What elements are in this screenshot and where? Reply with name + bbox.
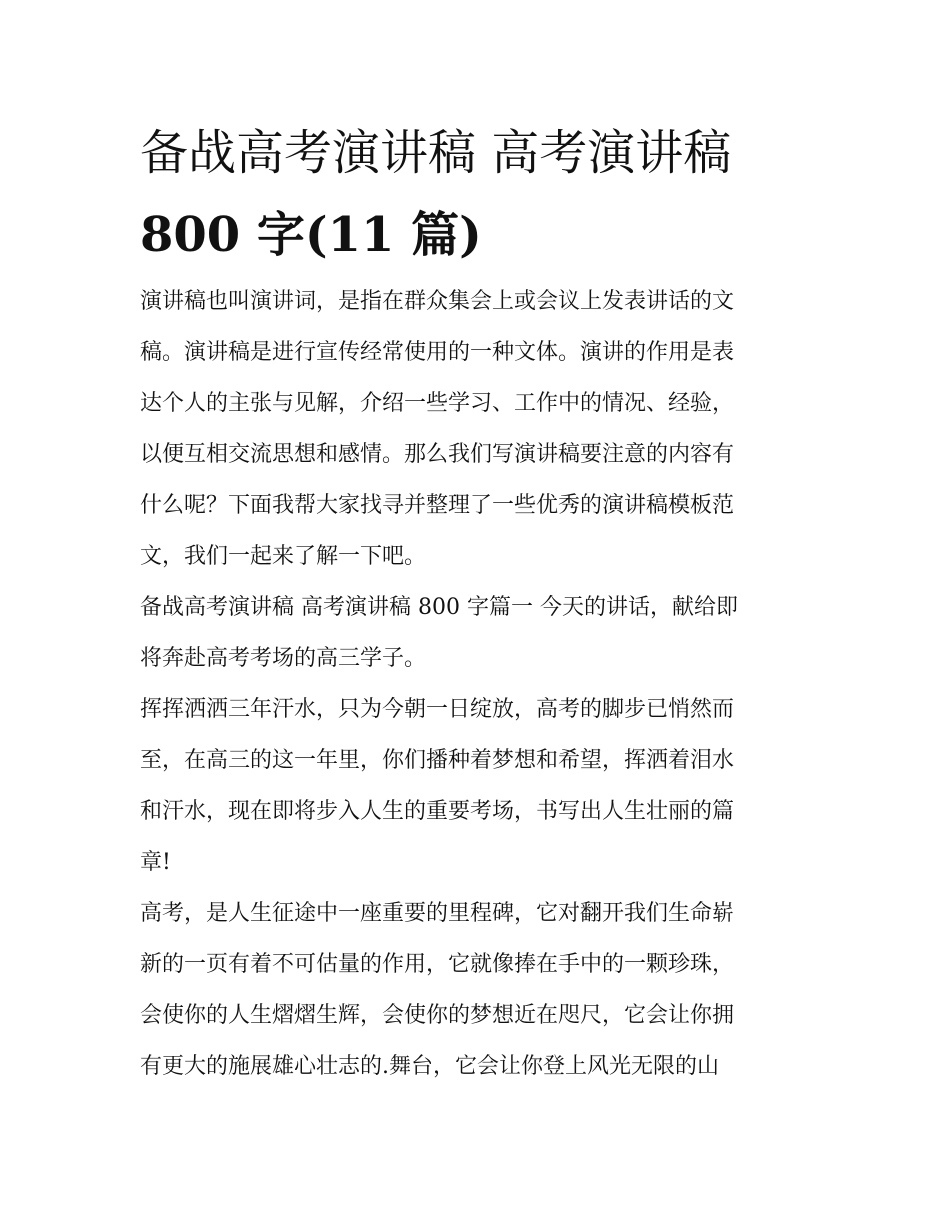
- title-line-2: 800 字(11 篇): [140, 207, 482, 263]
- text-line: 挥挥洒洒三年汗水，只为今朝一日绽放，高考的脚步已悄然而: [140, 697, 735, 722]
- paragraph-speech-1-heading: [140, 582, 820, 684]
- text-line: 高考，是人生征途中一座重要的里程碑，它对翻开我们生命崭: [140, 901, 735, 926]
- text-line: 和汗水，现在即将步入人生的重要考场，书写出人生壮丽的篇: [140, 799, 735, 824]
- text-line: 达个人的主张与见解，介绍一些学习、工作中的情况、经验，: [140, 391, 735, 416]
- text-line: 将奔赴高考考场的高三学子。: [140, 646, 427, 671]
- document-title: [140, 112, 830, 276]
- text-line: 备战高考演讲稿 高考演讲稿 800 字篇一 今天的讲话，献给即: [140, 595, 738, 620]
- document-body: [140, 276, 820, 1092]
- title-line-1: 备战高考演讲稿 高考演讲稿: [140, 125, 732, 181]
- text-line: 新的一页有着不可估量的作用，它就像捧在手中的一颗珍珠，: [140, 952, 735, 977]
- text-line: 演讲稿也叫演讲词，是指在群众集会上或会议上发表讲话的文: [140, 289, 735, 314]
- text-line: 稿。演讲稿是进行宣传经常使用的一种文体。演讲的作用是表: [140, 340, 735, 365]
- text-line: 什么呢？下面我帮大家找寻并整理了一些优秀的演讲稿模板范: [140, 493, 735, 518]
- paragraph-speech-1-body-1: [140, 684, 820, 888]
- text-line: 有更大的施展雄心壮志的.舞台，它会让你登上风光无限的山: [140, 1054, 719, 1079]
- paragraph-speech-1-body-2: [140, 888, 820, 1092]
- text-line: 会使你的人生熠熠生辉，会使你的梦想近在咫尺，它会让你拥: [140, 1003, 735, 1028]
- text-line: 以便互相交流思想和感情。那么我们写演讲稿要注意的内容有: [140, 442, 735, 467]
- text-line: 章!: [140, 850, 171, 875]
- text-line: 至，在高三的这一年里，你们播种着梦想和希望，挥洒着泪水: [140, 748, 735, 773]
- paragraph-intro: [140, 276, 820, 582]
- text-line: 文，我们一起来了解一下吧。: [140, 544, 427, 569]
